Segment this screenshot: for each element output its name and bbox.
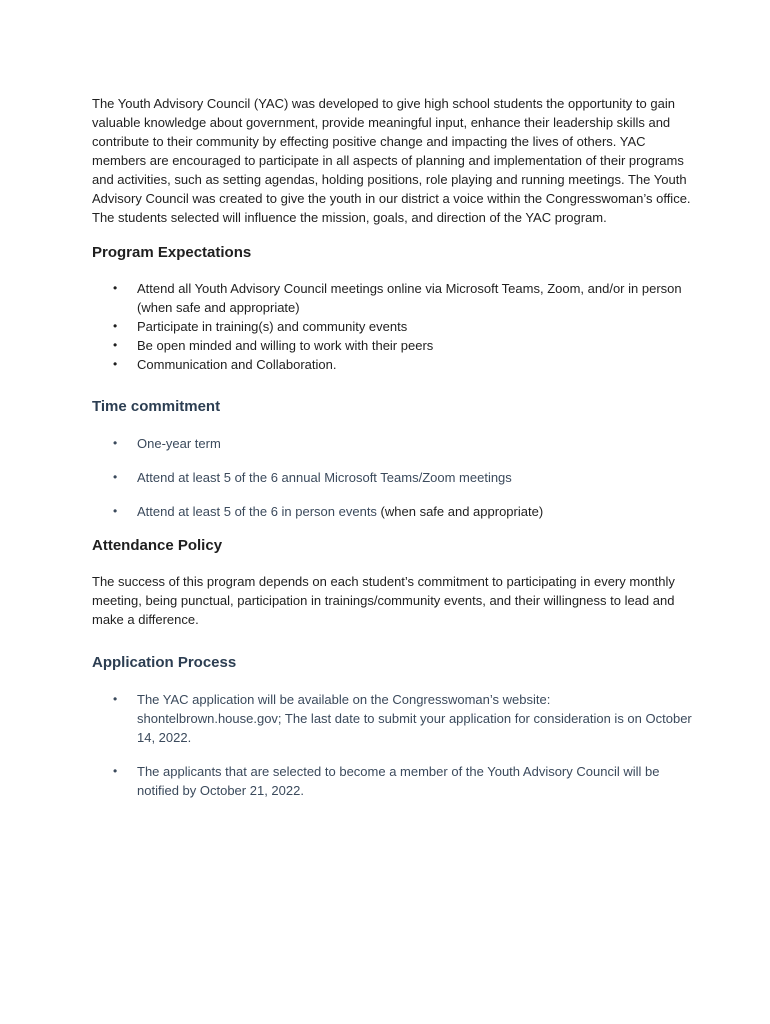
list-item: • One-year term <box>113 436 221 451</box>
list-item: • Attend at least 5 of the 6 in person events (when safe and appropriate) <box>113 504 544 519</box>
program-expectations-heading: Program Expectations <box>92 244 252 261</box>
bullet-icon: • <box>113 338 118 352</box>
application-process-list <box>92 690 692 800</box>
list-item: • Communication and Collaboration. <box>113 357 337 372</box>
bullet-icon: • <box>113 764 118 778</box>
bullet-icon: • <box>113 357 118 371</box>
document-page <box>92 94 692 815</box>
list-item: • Attend all Youth Advisory Council meetings online via Microsoft Teams, Zoom, and/or in person (when safe and appropriate) <box>113 281 682 315</box>
bullet-icon: • <box>113 470 118 484</box>
list-item: • The applicants that are selected to become a member of the Youth Advisory Council will be notified by October 21, 2022. <box>113 764 660 798</box>
bullet-icon: • <box>113 319 118 333</box>
list-item: • Be open minded and willing to work with their peers <box>113 338 434 353</box>
list-item: • Participate in training(s) and community events <box>113 319 408 334</box>
attendance-policy-paragraph: The success of this program depends on each student’s commitment to participating in every monthly meeting, being punctual, participation in trainings/community events, and their willingness to lead and make a difference. <box>92 574 675 627</box>
attendance-policy-heading: Attendance Policy <box>92 537 223 554</box>
bullet-icon: • <box>113 281 118 295</box>
bullet-icon: • <box>113 692 118 706</box>
list-item-suffix: (when safe and appropriate) <box>376 504 544 519</box>
bullet-icon: • <box>113 504 118 518</box>
list-item: • The YAC application will be available on the Congresswoman’s website: shontelbrown.house.gov; The last date to submit your application for consideration is on October 14, 2022. <box>113 692 692 745</box>
list-item: • Attend at least 5 of the 6 annual Microsoft Teams/Zoom meetings <box>113 470 512 485</box>
program-expectations-list <box>92 279 692 374</box>
intro-paragraph: The Youth Advisory Council (YAC) was developed to give high school students the opportunity to gain valuable knowledge about government, provide meaningful input, enhance their leadership skills and contribute to their community by effecting positive change and impacting the lives of others. YAC members are encouraged to participate in all aspects of planning and implementation of their programs and activities, such as setting agendas, holding positions, role playing and running meetings. The Youth Advisory Council was created to give the youth in our district a voice within the Congresswoman’s office. The students selected will influence the mission, goals, and direction of the YAC program. <box>92 96 691 225</box>
application-process-heading: Application Process <box>92 654 237 671</box>
time-commitment-heading: Time commitment <box>92 398 221 415</box>
time-commitment-list <box>92 434 692 521</box>
bullet-icon: • <box>113 436 118 450</box>
